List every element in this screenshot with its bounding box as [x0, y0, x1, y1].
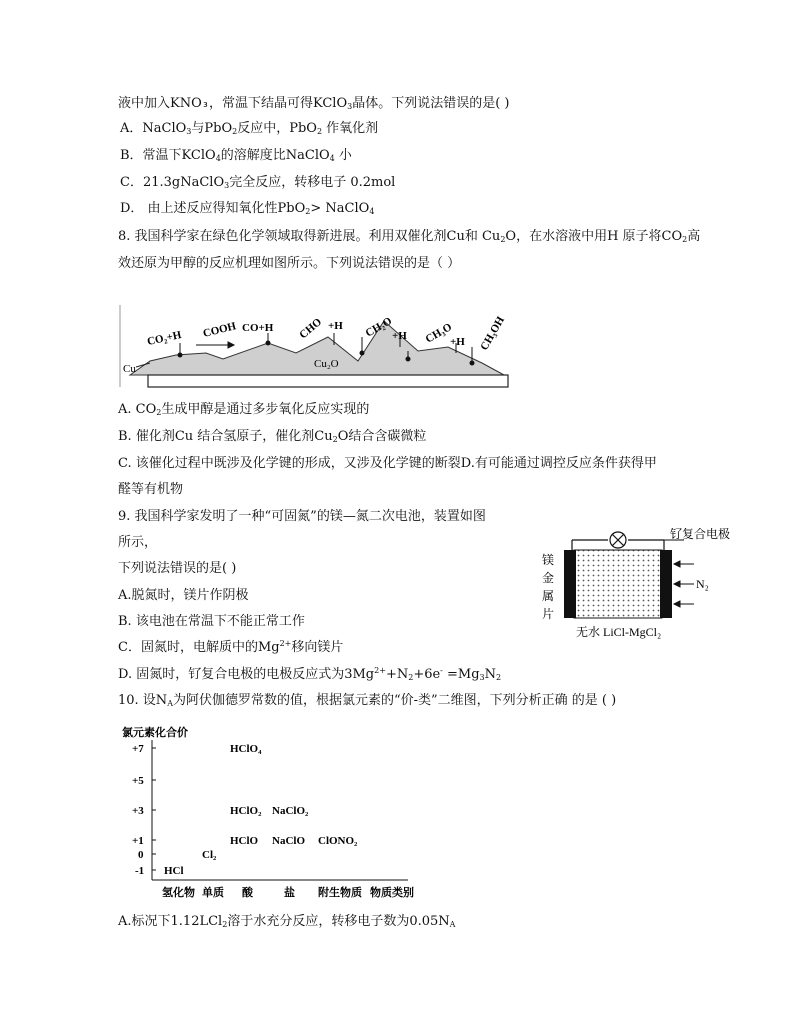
- q9-stem-line1: 9. 我国科学家发明了一种“可固氮”的镁—氮二次电池，装置如图: [118, 509, 486, 524]
- y-tick-plus3: +3: [132, 805, 144, 817]
- lamp-icon: [610, 532, 626, 548]
- svg-text:属: 属: [542, 589, 555, 603]
- q7-option-b: B．常温下KClO$_4$的溶解度比NaClO$_4$ 小: [120, 148, 352, 163]
- valence-class-chart: [118, 718, 438, 908]
- x-category-element: 单质: [202, 887, 224, 899]
- q9-stem-line2: 所示，: [118, 535, 158, 550]
- q8-stem-line2: 效还原为甲醇的反应机理如图所示。下列说法错误的是（ ）: [118, 256, 461, 271]
- svg-text:片: 片: [542, 607, 555, 621]
- species-co-h: CO+H: [242, 322, 274, 334]
- svg-text:镁: 镁: [542, 553, 555, 567]
- species-plus-h-1: +H: [328, 320, 343, 332]
- q7-option-c: C．21.3gNaClO$_3$完全反应，转移电子 0.2mol: [120, 175, 396, 190]
- intro-line: 液中加入KNO₃，常温下结晶可得KClO$_3$晶体。下列说法错误的是( ): [118, 96, 510, 111]
- electrolyte-label: 无水 LiCl-MgCl₂: [576, 625, 662, 639]
- n2-arrows: [674, 561, 694, 607]
- cu-label: Cu: [123, 363, 136, 375]
- y-tick-plus1: +1: [132, 835, 144, 847]
- x-axis-title: 物质类别: [370, 887, 414, 899]
- point-cl2: Cl₂: [202, 849, 217, 861]
- q8-option-c-continued: 醛等有机物: [118, 482, 184, 497]
- x-category-hydride: 氢化物: [162, 887, 195, 899]
- species-co2-h: CO₂+H: [146, 328, 183, 348]
- n2-label: N₂: [696, 577, 709, 591]
- q10-option-a: A.标况下1.12LCl$_2$溶于水充分反应，转移电子数为$0.05N_A$: [118, 914, 456, 929]
- ruthenium-electrode: [660, 550, 672, 618]
- species-plus-h-2: +H: [392, 330, 407, 342]
- q9-option-c: C．固氮时，电解质中的$Mg^{2+}$移向镁片: [118, 639, 344, 655]
- point-hclo: HClO: [230, 835, 259, 847]
- x-category-salt: 盐: [284, 887, 295, 899]
- electrolyte-region: [574, 550, 662, 618]
- q9-option-a: A.脱氮时，镁片作阴极: [118, 588, 249, 603]
- ruthenium-electrode-label: 钌复合电极: [670, 528, 731, 541]
- y-axis-title: 氯元素化合价: [122, 727, 188, 739]
- species-plus-h-3: +H: [450, 336, 465, 348]
- q7-option-a: A．NaClO$_3$与PbO$_2$反应中，PbO$_2$ 作氧化剂: [120, 121, 379, 136]
- magnesium-electrode: [564, 550, 576, 618]
- species-ch3oh: CH₃OH: [478, 314, 508, 353]
- point-hclo2: HClO₂: [230, 805, 262, 817]
- q8-option-a: A. $CO_2$生成甲醇是通过多步氧化反应实现的: [118, 402, 370, 417]
- y-tick-plus5: +5: [132, 775, 144, 787]
- y-tick-plus7: +7: [132, 743, 144, 755]
- point-naclo: NaClO: [272, 835, 305, 847]
- species-ch2o: CH₂O: [363, 315, 395, 340]
- catalysis-mechanism-figure: [118, 303, 518, 389]
- q9-stem-line3: 下列说法错误的是( ): [118, 561, 237, 576]
- q8-option-b: B. 催化剂Cu 结合氢原子，催化剂$Cu_2O$结合含碳微粒: [118, 429, 427, 444]
- point-hcl: HCl: [164, 865, 184, 877]
- q7-option-d: D． 由上述反应得知氧化性PbO$_2$> NaClO$_4$: [120, 201, 375, 216]
- q10-stem: 10. 设$N_A$为阿伏伽德罗常数的值，根据氯元素的“价-类”二维图，下列分析正确 的是 ( ): [118, 693, 617, 708]
- q9-option-b: B. 该电池在常温下不能正常工作: [118, 614, 305, 629]
- q8-stem-line1: 8. 我国科学家在绿色化学领域取得新进展。利用双催化剂Cu和 $Cu_2O$，在水溶液中用H 原子将$CO_2$高: [118, 229, 701, 244]
- point-naclo2: NaClO₂: [272, 805, 309, 817]
- q8-option-c: C. 该催化过程中既涉及化学键的形成，又涉及化学键的断裂D.有可能通过调控反应条件获得甲: [118, 456, 657, 471]
- species-cooh: COOH: [201, 320, 238, 340]
- species-cho: CHO: [297, 315, 325, 342]
- x-category-derived: 附生物质: [318, 887, 362, 899]
- y-tick-0: 0: [138, 849, 144, 861]
- battery-device-figure: [536, 528, 736, 644]
- point-hclo4: HClO₄: [230, 743, 262, 755]
- point-clono2: ClONO₂: [318, 835, 358, 847]
- x-category-acid: 酸: [242, 887, 253, 899]
- svg-text:金: 金: [542, 571, 555, 585]
- catalyst-base: [148, 375, 508, 387]
- species-ch3o: CH₃O: [423, 321, 455, 346]
- q9-option-d: D. 固氮时，钌复合电极的电极反应式为$3Mg^{2+}+N_2+6e^- =Mg_3N_2$: [118, 666, 502, 682]
- cu2o-label: Cu₂O: [314, 358, 339, 370]
- y-tick-minus1: -1: [135, 865, 145, 877]
